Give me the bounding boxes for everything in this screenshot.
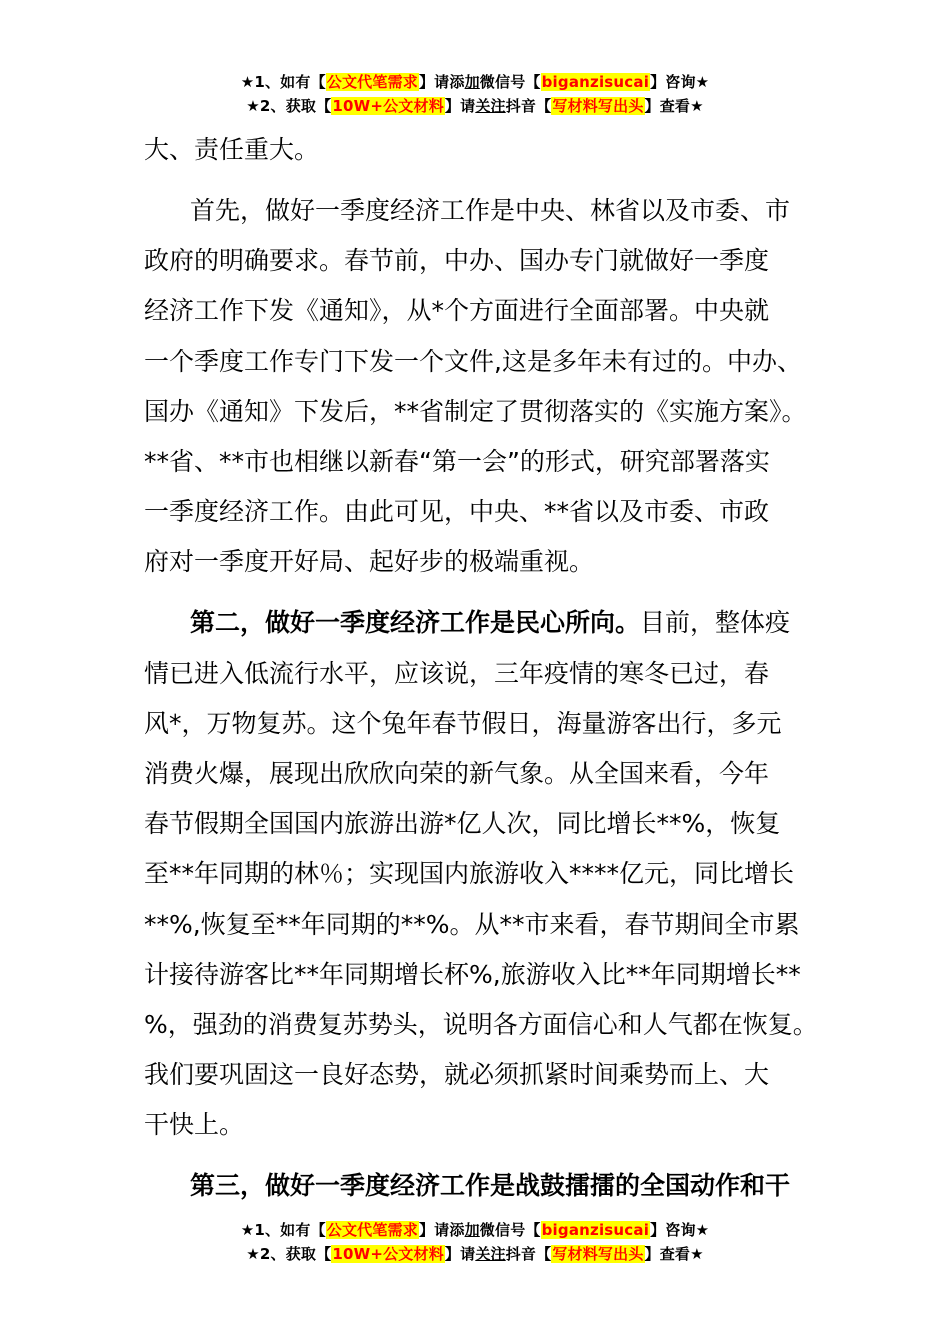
body-line: 大、责任重大。 (144, 135, 320, 164)
banner-text: 抖音【 (505, 97, 552, 115)
body-line: 一季度经济工作。由此可见，中央、**省以及市委、市政 (144, 497, 770, 527)
banner-text: 】查看★ (644, 1245, 704, 1263)
banner-line-2 (0, 1242, 950, 1266)
body-line: 我们要巩固这一良好态势，就必须抓紧时间乘势而上、大 (144, 1060, 770, 1090)
body-line: 干快上。 (144, 1110, 245, 1140)
body-line: %，强劲的消费复苏势头，说明各方面信心和人气都在恢复。 (144, 1010, 818, 1040)
banner-text: 】咨询★ (650, 1221, 710, 1239)
body-line: 经济工作下发《通知》，从*个方面进行全面部署。中央就 (144, 296, 770, 326)
body-text: 目前，整体疫 (640, 608, 791, 638)
paragraph-heading: 第三，做好一季度经济工作是战鼓擂擂的全国动作和干 (190, 1171, 791, 1201)
banner-text: 抖音【 (505, 1245, 552, 1263)
highlight-wechat-id: biganzisucai (541, 73, 650, 91)
banner-text: ★2、获取【 (246, 97, 332, 115)
highlight-douyin-id: 写材料写出头 (552, 1245, 644, 1263)
body-line (144, 598, 824, 648)
body-line: 府对一季度开好局、起好步的极端重视。 (144, 547, 595, 577)
highlight-service: 公文代笔需求 (326, 73, 418, 91)
body-line: 春节假期全国国内旅游出游*亿人次，同比增长**%，恢复 (144, 809, 781, 839)
body-line: 风*，万物复苏。这个兔年春节假日，海量游客出行，多元 (144, 708, 782, 738)
highlight-materials: 10W+公文材料 (332, 1245, 444, 1263)
banner-line-2 (0, 94, 950, 118)
banner-underlined-text: 加 (464, 73, 480, 91)
body-line: 情已进入低流行水平，应该说，三年疫情的寒冬已过，春 (144, 658, 770, 688)
body-line: 国办《通知》下发后，**省制定了贯彻落实的《实施方案》。 (144, 396, 807, 426)
banner-underlined-text: 关注 (475, 1245, 506, 1263)
document-body (144, 125, 824, 1212)
banner-text: 】请添 (418, 73, 465, 91)
paragraph-1 (144, 186, 824, 588)
banner-text: 】请添 (418, 1221, 465, 1239)
banner-text: ★1、如有【 (240, 1221, 326, 1239)
banner-text: 】咨询★ (650, 73, 710, 91)
paragraph-heading: 第二，做好一季度经济工作是民心所向。 (190, 608, 641, 638)
body-line: 至**年同期的林％；实现国内旅游收入****亿元，同比增长 (144, 859, 795, 889)
highlight-service: 公文代笔需求 (326, 1221, 418, 1239)
body-line: **省、**市也相继以新春“第一会”的形式，研究部署落实 (144, 447, 770, 477)
paragraph-3 (144, 1161, 824, 1211)
highlight-materials: 10W+公文材料 (332, 97, 444, 115)
body-line: 一个季度工作专门下发一个文件,这是多年未有过的。中办、 (144, 346, 802, 376)
banner-text: 】请 (444, 97, 476, 115)
banner-line-1 (0, 70, 950, 94)
banner-text: 微信号【 (479, 1221, 541, 1239)
banner-text: ★2、获取【 (246, 1245, 332, 1263)
header-banner (0, 70, 950, 118)
body-line: 首先，做好一季度经济工作是中央、林省以及市委、市 (190, 196, 791, 225)
highlight-wechat-id: biganzisucai (541, 1221, 650, 1239)
body-line: **%,恢复至**年同期的**%。从**市来看，春节期间全市累 (144, 909, 800, 939)
banner-text: ★1、如有【 (240, 73, 326, 91)
paragraph-2 (144, 598, 824, 1150)
banner-text: 微信号【 (479, 73, 541, 91)
banner-text: 】请 (444, 1245, 476, 1263)
banner-underlined-text: 加 (464, 1221, 480, 1239)
banner-underlined-text: 关注 (475, 97, 506, 115)
highlight-douyin-id: 写材料写出头 (552, 97, 644, 115)
body-line: 消费火爆，展现出欣欣向荣的新气象。从全国来看，今年 (144, 759, 770, 789)
body-line: 政府的明确要求。春节前，中办、国办专门就做好一季度 (144, 246, 770, 276)
footer-banner (0, 1218, 950, 1266)
body-line (144, 1161, 824, 1211)
banner-line-1 (0, 1218, 950, 1242)
body-line: 计接待游客比**年同期增长杯%,旅游收入比**年同期增长** (144, 959, 801, 989)
banner-text: 】查看★ (644, 97, 704, 115)
